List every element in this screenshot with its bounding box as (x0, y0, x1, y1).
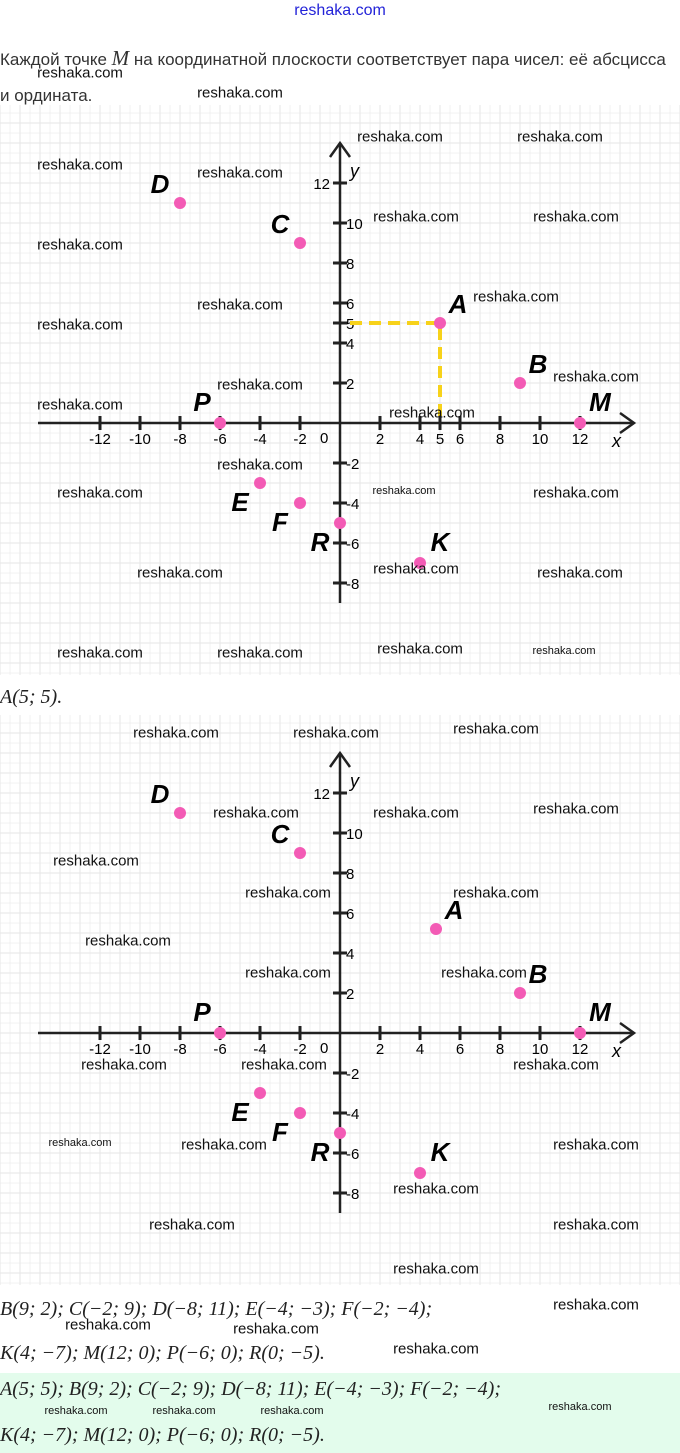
watermark: reshaka.com (372, 485, 436, 497)
watermark: reshaka.com (293, 724, 379, 742)
watermark: reshaka.com (373, 560, 459, 578)
watermark: reshaka.com (393, 1260, 479, 1278)
y-tick-label: -4 (346, 1106, 360, 1123)
watermark: reshaka.com (197, 296, 283, 314)
point-label-c: C (270, 209, 290, 239)
watermark: reshaka.com (513, 1056, 599, 1074)
watermark: reshaka.com (217, 644, 303, 662)
watermark: reshaka.com (149, 1216, 235, 1234)
watermark: reshaka.com (241, 1056, 327, 1074)
x-tick-label: -6 (213, 431, 227, 448)
watermark: reshaka.com (548, 1401, 612, 1413)
watermark: reshaka.com (473, 288, 559, 306)
caption-point-a: A(5; 5). (0, 686, 63, 708)
y-tick-label: 6 (346, 906, 355, 923)
watermark: reshaka.com (553, 1136, 639, 1154)
x-tick-label: -10 (129, 1041, 151, 1058)
point-label-p: P (193, 387, 211, 417)
answer-line-2: K(4; −7); M(12; 0); P(−6; 0); R(0; −5). (0, 1342, 325, 1364)
y-axis-label: y (350, 771, 359, 791)
point-p (214, 1027, 226, 1039)
watermark: reshaka.com (532, 645, 596, 657)
y-tick-label: 12 (313, 786, 330, 803)
watermark: reshaka.com (553, 1216, 639, 1234)
point-label-d: D (150, 779, 170, 809)
point-label-b: B (528, 959, 548, 989)
x-tick-label: -2 (293, 1041, 307, 1058)
point-d (174, 807, 186, 819)
y-tick-label: -2 (346, 1066, 360, 1083)
watermark: reshaka.com (533, 484, 619, 502)
point-label-b: B (528, 349, 548, 379)
watermark: reshaka.com (393, 1340, 479, 1358)
intro-part1: Каждой точке (0, 50, 112, 69)
point-m (574, 417, 586, 429)
watermark: reshaka.com (57, 644, 143, 662)
point-c (294, 847, 306, 859)
watermark: reshaka.com (37, 236, 123, 254)
y-tick-label: 8 (346, 256, 355, 273)
x-tick-label: 4 (415, 431, 425, 448)
watermark: reshaka.com (393, 1180, 479, 1198)
watermark: reshaka.com (85, 932, 171, 950)
watermark: reshaka.com (57, 484, 143, 502)
x-tick-label: -12 (89, 1041, 111, 1058)
point-label-e: E (231, 487, 249, 517)
x-tick-label: -12 (89, 431, 111, 448)
point-a (434, 317, 446, 329)
y-tick-label: 5 (346, 316, 355, 333)
point-label-f: F (272, 507, 288, 537)
origin-label: 0 (320, 1040, 329, 1057)
watermark: reshaka.com (37, 64, 123, 82)
x-tick-label: -4 (253, 1041, 267, 1058)
x-tick-label: 2 (375, 1041, 385, 1058)
x-tick-label: -8 (173, 1041, 187, 1058)
x-tick-label: 12 (571, 1041, 589, 1058)
point-r (334, 1127, 346, 1139)
intro-part2: на координатной плоскости соответствует пара чисел: её абсцисса и ордината. (0, 50, 666, 105)
point-label-k: K (430, 1137, 450, 1167)
y-tick-label: -8 (346, 576, 360, 593)
point-f (294, 497, 306, 509)
x-tick-label: -2 (293, 431, 307, 448)
point-label-c: C (270, 819, 290, 849)
point-e (254, 1087, 266, 1099)
y-tick-label: -4 (346, 496, 360, 513)
point-m (574, 1027, 586, 1039)
watermark: reshaka.com (260, 1405, 324, 1417)
y-tick-label: 10 (346, 216, 363, 233)
y-tick-label: 12 (313, 176, 330, 193)
x-tick-label: 4 (415, 1041, 425, 1058)
watermark: reshaka.com (245, 964, 331, 982)
watermark: reshaka.com (37, 156, 123, 174)
watermark: reshaka.com (53, 852, 139, 870)
x-tick-label: 8 (495, 1041, 505, 1058)
y-tick-label: 2 (346, 376, 355, 393)
point-r (334, 517, 346, 529)
y-tick-label: 2 (346, 986, 355, 1003)
x-tick-label: -10 (129, 431, 151, 448)
point-k (414, 1167, 426, 1179)
x-tick-label: -8 (173, 431, 187, 448)
point-label-a: A (444, 895, 464, 925)
watermark: reshaka.com (197, 164, 283, 182)
watermark: reshaka.com (213, 804, 299, 822)
point-label-r: R (310, 1137, 330, 1167)
watermark: reshaka.com (517, 128, 603, 146)
point-d (174, 197, 186, 209)
watermark: reshaka.com (133, 724, 219, 742)
x-axis-label: x (612, 1041, 621, 1061)
point-label-m: M (589, 387, 611, 417)
x-tick-label: 5 (435, 431, 445, 448)
y-tick-label: 6 (346, 296, 355, 313)
watermark: reshaka.com (37, 316, 123, 334)
watermark: reshaka.com (373, 208, 459, 226)
coordinate-plane-1 (0, 105, 680, 675)
watermark: reshaka.com (377, 640, 463, 658)
point-b (514, 987, 526, 999)
point-label-p: P (193, 997, 211, 1027)
y-tick-label: -8 (346, 1186, 360, 1203)
watermark: reshaka.com (37, 396, 123, 414)
watermark: reshaka.com (48, 1137, 112, 1149)
watermark: reshaka.com (389, 404, 475, 422)
point-label-e: E (231, 1097, 249, 1127)
point-a (430, 923, 442, 935)
highlight-line-2: K(4; −7); M(12; 0); P(−6; 0); R(0; −5). (0, 1424, 325, 1446)
y-tick-label: 4 (346, 336, 355, 353)
watermark: reshaka.com (453, 720, 539, 738)
point-label-d: D (150, 169, 170, 199)
point-f (294, 1107, 306, 1119)
watermark: reshaka.com (537, 564, 623, 582)
watermark: reshaka.com (533, 800, 619, 818)
watermark: reshaka.com (441, 964, 527, 982)
y-tick-label: -6 (346, 536, 360, 553)
watermark: reshaka.com (152, 1405, 216, 1417)
watermark: reshaka.com (197, 84, 283, 102)
origin-label: 0 (320, 430, 329, 447)
watermark: reshaka.com (217, 376, 303, 394)
watermark: reshaka.com (44, 1405, 108, 1417)
x-tick-label: 2 (375, 431, 385, 448)
point-label-m: M (589, 997, 611, 1027)
watermark: reshaka.com (65, 1316, 151, 1334)
watermark: reshaka.com (553, 368, 639, 386)
y-axis-label: y (350, 161, 359, 181)
answer-line-1: B(9; 2); C(−2; 9); D(−8; 11); E(−4; −3); F(−2; −4); (0, 1298, 433, 1320)
watermark: reshaka.com (533, 208, 619, 226)
point-p (214, 417, 226, 429)
watermark: reshaka.com (233, 1320, 319, 1338)
point-c (294, 237, 306, 249)
x-axis-label: x (612, 431, 621, 451)
y-tick-label: 4 (346, 946, 355, 963)
site-link[interactable]: reshaka.com (294, 2, 386, 19)
x-tick-label: 6 (455, 1041, 465, 1058)
x-tick-label: -4 (253, 431, 267, 448)
watermark: reshaka.com (137, 564, 223, 582)
x-tick-label: 6 (455, 431, 465, 448)
y-tick-label: 8 (346, 866, 355, 883)
x-tick-label: 8 (495, 431, 505, 448)
watermark: reshaka.com (453, 884, 539, 902)
point-label-f: F (272, 1117, 288, 1147)
watermark: reshaka.com (245, 884, 331, 902)
x-tick-label: 10 (531, 1041, 549, 1058)
highlight-line-1: A(5; 5); B(9; 2); C(−2; 9); D(−8; 11); E(−4; −3); F(−2; −4); (0, 1378, 501, 1400)
watermark: reshaka.com (181, 1136, 267, 1154)
y-tick-label: -6 (346, 1146, 360, 1163)
point-label-k: K (430, 527, 450, 557)
x-tick-label: -6 (213, 1041, 227, 1058)
point-b (514, 377, 526, 389)
watermark: reshaka.com (357, 128, 443, 146)
watermark: reshaka.com (373, 804, 459, 822)
point-e (254, 477, 266, 489)
y-tick-label: 10 (346, 826, 363, 843)
point-label-r: R (310, 527, 330, 557)
x-tick-label: 10 (531, 431, 549, 448)
point-label-a: A (448, 289, 468, 319)
watermark: reshaka.com (217, 456, 303, 474)
intro-variable: M (111, 46, 130, 70)
watermark: reshaka.com (81, 1056, 167, 1074)
x-tick-label: 12 (571, 431, 589, 448)
y-tick-label: -2 (346, 456, 360, 473)
watermark: reshaka.com (553, 1296, 639, 1314)
